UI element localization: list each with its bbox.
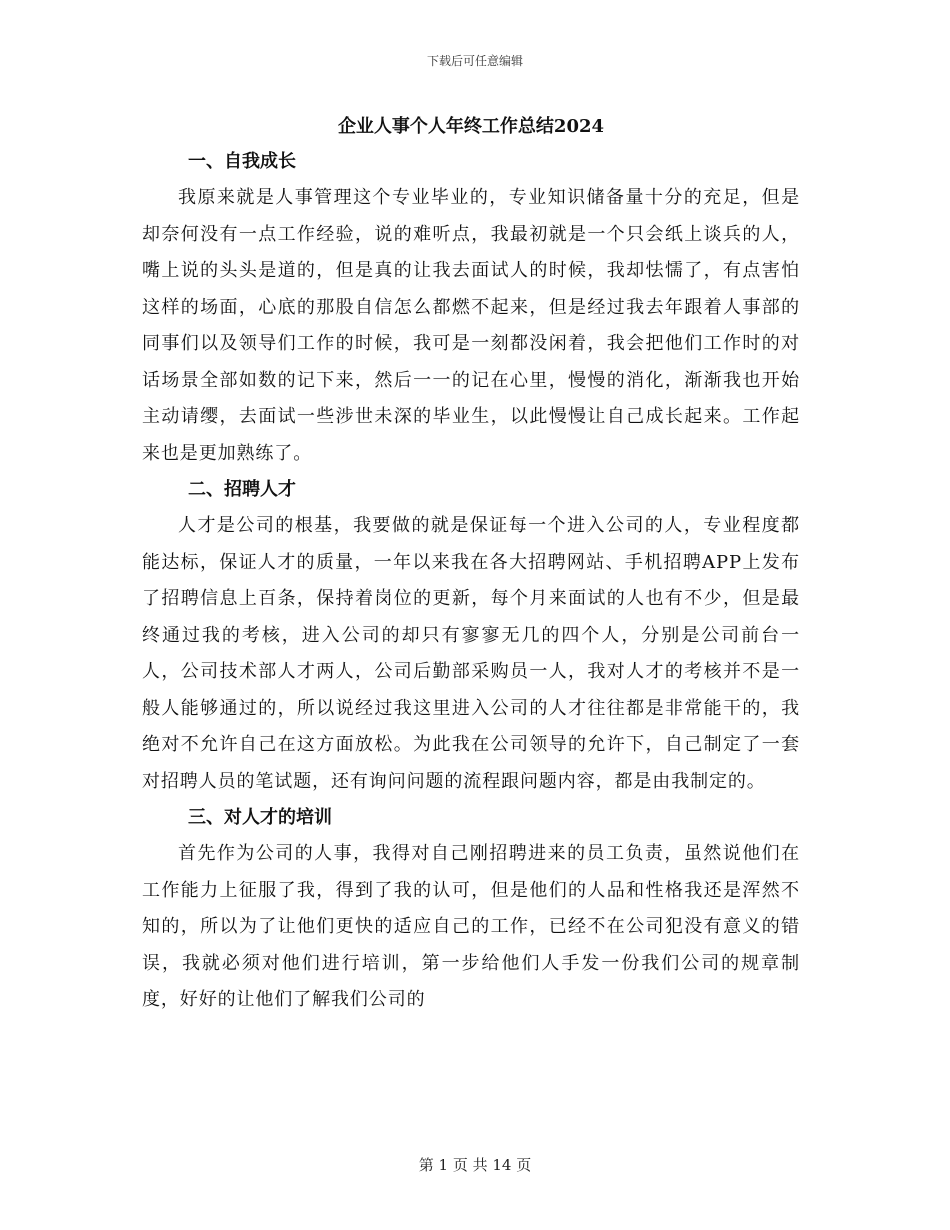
- section-training: [142, 800, 800, 1019]
- page-footer: 第 1 页 共 14 页: [418, 1156, 532, 1174]
- section-paragraph: 人才是公司的根基，我要做的就是保证每一个进入公司的人，专业程度都能达标，保证人才的质量，一年以来我在各大招聘网站、手机招聘APP上发布了招聘信息上百条，保持着岗位的更新，每个月来面试的人也有不少，但是最终通过我的考核，进入公司的却只有寥寥无几的四个人，分别是公司前台一人，公司技术部人才两人，公司后勤部采购员一人，我对人才的考核并不是一般人能够通过的，所以说经过我这里进入公司的人才往往都是非常能干的，我绝对不允许自己在这方面放松。为此我在公司领导的允许下，自己制定了一套对招聘人员的笔试题，还有询问问题的流程跟问题内容，都是由我制定的。: [142, 515, 800, 792]
- section-heading: 二、招聘人才: [188, 479, 296, 500]
- section-paragraph: 我原来就是人事管理这个专业毕业的，专业知识储备量十分的充足，但是却奈何没有一点工作经验，说的难听点，我最初就是一个只会纸上谈兵的人，嘴上说的头头是道的，但是真的让我去面试人的时候，我却怯懦了，有点害怕这样的场面，心底的那股自信怎么都燃不起来，但是经过我去年跟着人事部的同事们以及领导们工作的时候，我可是一刻都没闲着，我会把他们工作时的对话场景全部如数的记下来，然后一一的记在心里，慢慢的消化，渐渐我也开始主动请缨，去面试一些涉世未深的毕业生，以此慢慢让自己成长起来。工作起来也是更加熟练了。: [142, 187, 800, 464]
- page-header: 下载后可任意编辑: [426, 54, 523, 68]
- section-heading: 三、对人才的培训: [188, 807, 332, 828]
- document-title: 企业人事个人年终工作总结2024: [337, 116, 605, 137]
- document-body: [142, 110, 800, 1019]
- section-self-growth: [142, 144, 800, 472]
- section-paragraph: 首先作为公司的人事，我得对自己刚招聘进来的员工负责，虽然说他们在工作能力上征服了我，得到了我的认可，但是他们的人品和性格我还是浑然不知的，所以为了让他们更快的适应自己的工作，已经不在公司犯没有意义的错误，我就必须对他们进行培训，第一步给他们人手发一份我们公司的规章制度，好好的让他们了解我们公司的: [142, 843, 800, 1010]
- section-recruiting: [142, 472, 800, 800]
- section-heading: 一、自我成长: [188, 151, 296, 172]
